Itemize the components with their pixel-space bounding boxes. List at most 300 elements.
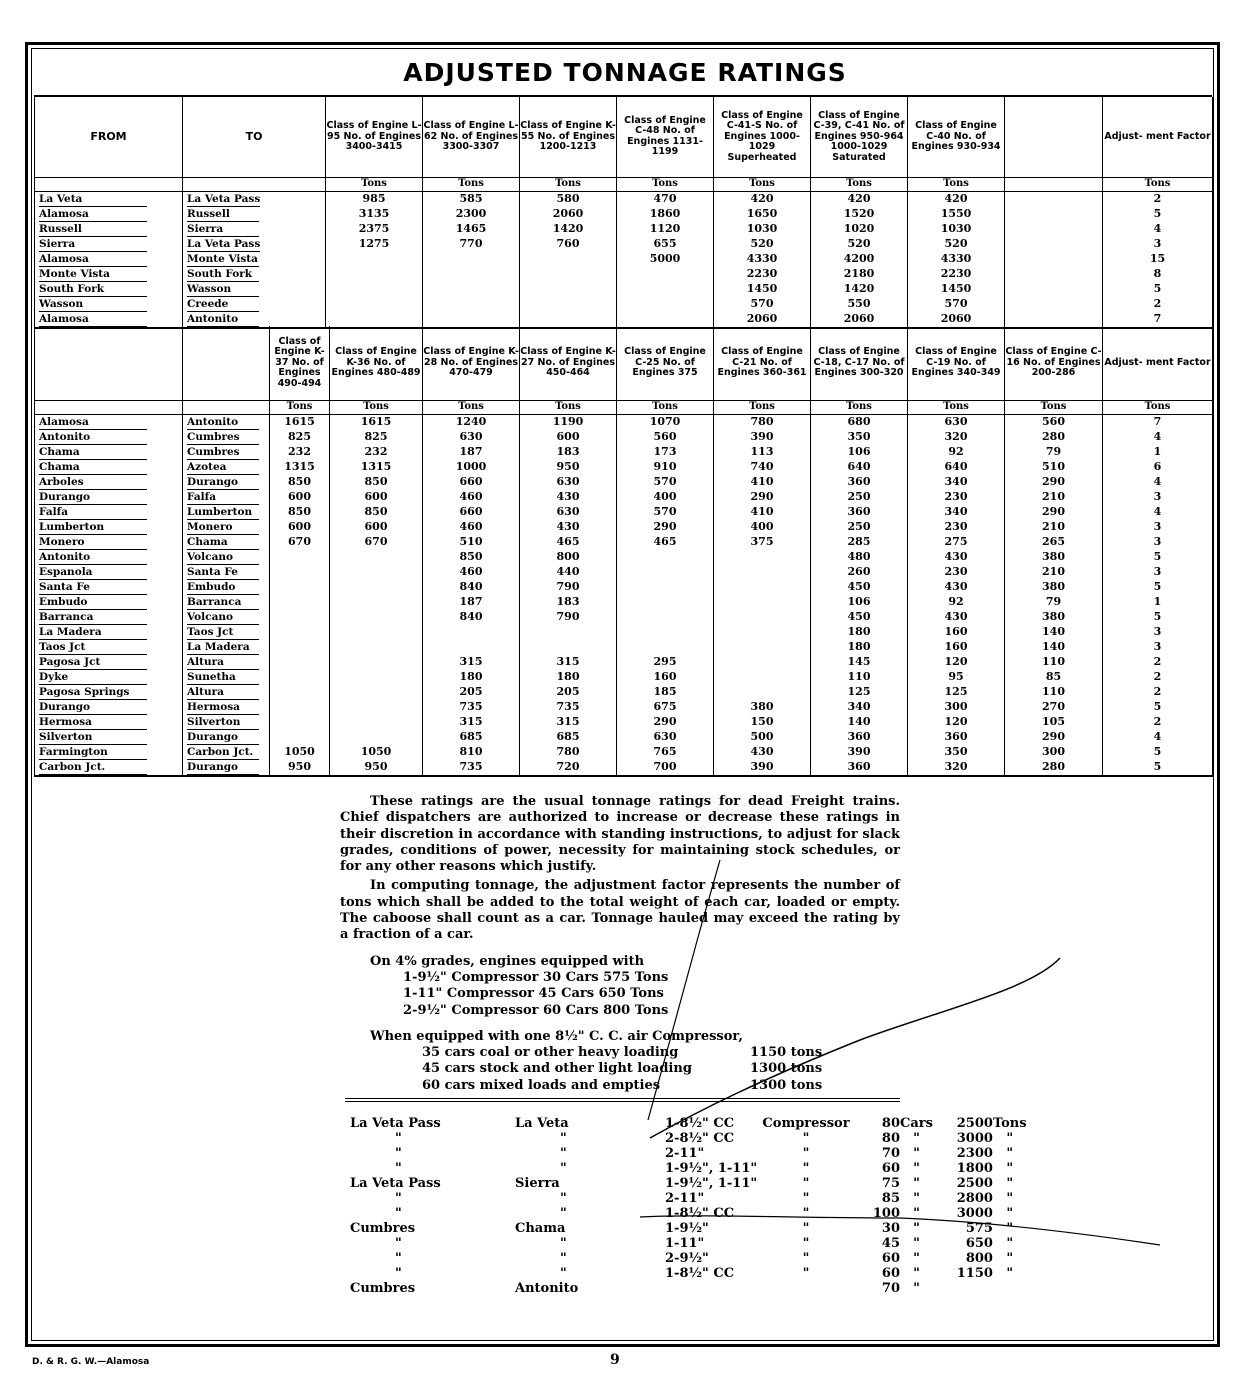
tonnage-value-text: 380 — [1042, 580, 1065, 593]
compressor-eq: 2-11" — [665, 1191, 705, 1206]
tonnage-value-text: 290 — [750, 490, 774, 503]
compressor-tons: 2300 — [956, 1146, 993, 1161]
tonnage-value-text: 290 — [653, 520, 677, 533]
compressor-cars: 60 — [881, 1266, 900, 1281]
tonnage-value-text: 450 — [847, 580, 871, 593]
tonnage-value-text: 290 — [1042, 475, 1065, 488]
engine-class-header: Class of Engine K-55 No. of Engines 1200-1213 — [520, 97, 617, 177]
tonnage-value-text: 360 — [944, 730, 968, 743]
compressor-eq: 1-9½", 1-11" — [665, 1176, 758, 1191]
from-header: FROM — [35, 97, 183, 177]
tonnage-value-text: 4330 — [746, 252, 778, 265]
to-station-text: Lumberton — [187, 505, 259, 520]
to-header: TO — [183, 97, 326, 177]
compressor-eq: 1-8½" CC — [665, 1206, 735, 1221]
from-station-text: Monero — [39, 535, 147, 550]
tonnage-value-text: 315 — [556, 715, 580, 728]
to-station-text: Barranca — [187, 595, 259, 610]
from-station-text: Lumberton — [39, 520, 147, 535]
tonnage-value-text: 400 — [653, 490, 677, 503]
tonnage-value-text: 780 — [556, 745, 580, 758]
to-station-text: La Veta Pass — [187, 192, 261, 205]
tons-unit-text: Tons — [555, 178, 581, 189]
tons-unit-text: Tons — [749, 178, 775, 189]
tonnage-value-text: 160 — [944, 640, 968, 653]
tonnage-value-text: 315 — [459, 715, 483, 728]
tonnage-value-text: 1030 — [746, 222, 778, 235]
to-station-text: Carbon Jct. — [187, 745, 259, 760]
tonnage-value-text: 765 — [653, 745, 677, 758]
cc-line: 60 cars mixed loads and empties 1300 tons — [422, 1077, 823, 1093]
tonnage-value-text: 3 — [1153, 535, 1162, 548]
tonnage-value-text: 430 — [556, 490, 580, 503]
tonnage-value-text: 480 — [847, 550, 871, 563]
to-station-text: Durango — [187, 730, 259, 745]
tonnage-value-text: 280 — [1042, 430, 1065, 443]
tonnage-value-text: 125 — [847, 685, 871, 698]
from-station-text: Monte Vista — [39, 267, 147, 282]
compressor-cars: 80 — [881, 1116, 900, 1131]
tonnage-value-text: 790 — [556, 580, 580, 593]
cc-heading: When equipped with one 8½" C. C. air Compressor, — [370, 1028, 743, 1044]
tonnage-value-text: 106 — [847, 445, 871, 458]
tonnage-value-text: 630 — [944, 415, 968, 428]
compressor-tons: 1800 — [956, 1161, 993, 1176]
to-station-text: Monero — [187, 520, 259, 535]
compressor-to: " — [560, 1131, 567, 1146]
tonnage-value-text: 5 — [1153, 550, 1162, 563]
to-station-text: Falfa — [187, 490, 259, 505]
from-station-text: La Veta — [39, 192, 147, 207]
compressor-from: " — [395, 1266, 402, 1281]
tonnage-value-text: 270 — [1042, 700, 1065, 713]
to-station-text: Durango — [187, 475, 259, 490]
compressor-to: " — [560, 1206, 567, 1221]
engine-class-header: Class of Engine C-40 No. of Engines 930-934 — [908, 97, 1005, 177]
tonnage-value-text: 670 — [288, 535, 311, 548]
tonnage-value-text: 105 — [1042, 715, 1065, 728]
adjustment-factor-header: Adjust- ment Factor — [1103, 326, 1213, 400]
compressor-q: " — [913, 1281, 920, 1296]
tonnage-value-text: 780 — [750, 415, 774, 428]
tonnage-value-text: 1615 — [284, 415, 315, 428]
compressor-to: " — [560, 1266, 567, 1281]
tonnage-value-text: 250 — [847, 520, 871, 533]
compressor-c: " — [802, 1236, 810, 1251]
tonnage-value-text: 600 — [364, 520, 388, 533]
tonnage-value-text: 400 — [750, 520, 774, 533]
compressor-c: " — [802, 1131, 810, 1146]
compressor-to: " — [560, 1146, 567, 1161]
tonnage-value-text: 600 — [364, 490, 388, 503]
from-station-text: Carbon Jct. — [39, 760, 147, 775]
tonnage-value-text: 520 — [944, 237, 968, 250]
tons-unit-text: Tons — [846, 178, 872, 189]
tonnage-value-text: 600 — [288, 490, 311, 503]
tonnage-value-text: 465 — [653, 535, 677, 548]
compressor-cars: 60 — [881, 1251, 900, 1266]
tonnage-value-text: 340 — [944, 505, 968, 518]
tonnage-value-text: 205 — [556, 685, 580, 698]
tonnage-value-text: 1860 — [649, 207, 681, 220]
tonnage-value-text: 320 — [944, 430, 968, 443]
compressor-from: " — [395, 1131, 402, 1146]
compressor-q: " — [913, 1236, 920, 1251]
tons-unit-text: Tons — [1040, 401, 1067, 412]
tonnage-value-text: 110 — [1042, 655, 1065, 668]
tonnage-value-text: 760 — [556, 237, 580, 250]
tonnage-value-text: 280 — [1042, 760, 1065, 773]
tonnage-value-text: 1465 — [455, 222, 487, 235]
tonnage-value-text: 420 — [847, 192, 871, 205]
grade-line: 1-9½" Compressor 30 Cars 575 Tons — [403, 969, 669, 985]
tonnage-value-text: 520 — [750, 237, 774, 250]
tonnage-value-text: 360 — [847, 505, 871, 518]
to-station-text: South Fork — [187, 267, 259, 282]
tonnage-value-text: 340 — [944, 475, 968, 488]
to-station-text: Cumbres — [187, 430, 259, 445]
compressor-eq: 2-8½" CC — [665, 1131, 735, 1146]
compressor-u: " — [1006, 1176, 1014, 1191]
tonnage-value-text: 3 — [1153, 490, 1162, 503]
tonnage-value-text: 1000 — [455, 460, 487, 473]
compressor-u: " — [1006, 1221, 1014, 1236]
to-station-text: Hermosa — [187, 700, 259, 715]
to-station-text: Altura — [187, 685, 259, 700]
tonnage-value-text: 380 — [1042, 550, 1065, 563]
tonnage-value-text: 560 — [653, 430, 677, 443]
compressor-q: " — [913, 1131, 920, 1146]
tonnage-value-text: 1070 — [649, 415, 681, 428]
to-station-text: Antonito — [187, 312, 259, 327]
tonnage-value-text: 440 — [556, 565, 580, 578]
compressor-cars: 70 — [881, 1146, 900, 1161]
tonnage-value-text: 580 — [556, 192, 580, 205]
tonnage-value-text: 840 — [459, 580, 483, 593]
compressor-tons: 1150 — [956, 1266, 993, 1281]
tonnage-value-text: 5 — [1153, 745, 1162, 758]
compressor-c: " — [802, 1206, 810, 1221]
tonnage-value-text: 160 — [653, 670, 677, 683]
tonnage-value-text: 300 — [944, 700, 968, 713]
tonnage-value-text: 1420 — [552, 222, 584, 235]
tonnage-value-text: 1520 — [843, 207, 875, 220]
tons-unit-text: Tons — [943, 401, 969, 412]
compressor-to: " — [560, 1191, 567, 1206]
compressor-u: " — [1006, 1236, 1014, 1251]
tonnage-value-text: 360 — [847, 760, 871, 773]
tonnage-value-text: 350 — [847, 430, 871, 443]
from-station-text: Pagosa Jct — [39, 655, 147, 670]
from-station-text: Alamosa — [39, 312, 147, 327]
to-station-text: Monte Vista — [187, 252, 258, 265]
engine-class-header: Class of Engine K-28 No. of Engines 470-479 — [423, 326, 520, 400]
tonnage-value-text: 630 — [556, 475, 580, 488]
tonnage-value-text: 5 — [1153, 760, 1162, 773]
tonnage-value-text: 375 — [750, 535, 774, 548]
tonnage-value-text: 285 — [847, 535, 871, 548]
from-station-text: Espanola — [39, 565, 147, 580]
compressor-tons: 2800 — [956, 1191, 993, 1206]
compressor-from: La Veta Pass — [350, 1116, 441, 1131]
from-station-text: Chama — [39, 445, 147, 460]
to-station-text: Embudo — [187, 580, 259, 595]
tons-unit-text: Tons — [286, 401, 313, 412]
to-station-text: Taos Jct — [187, 625, 259, 640]
compressor-cars: 30 — [881, 1221, 900, 1236]
tonnage-value-text: 630 — [556, 505, 580, 518]
tonnage-value-text: 173 — [653, 445, 677, 458]
tonnage-value-text: 4 — [1153, 730, 1162, 743]
from-station-text: Sierra — [39, 237, 147, 252]
compressor-u: Tons — [992, 1116, 1027, 1131]
compressor-u: " — [1006, 1191, 1014, 1206]
tonnage-value-text: 735 — [556, 700, 580, 713]
tonnage-value-text: 85 — [1045, 670, 1062, 683]
compressor-tons: 800 — [965, 1251, 993, 1266]
tonnage-value-text: 210 — [1042, 565, 1065, 578]
tonnage-value-text: 2 — [1153, 655, 1162, 668]
tonnage-value-text: 700 — [653, 760, 677, 773]
tonnage-value-text: 380 — [750, 700, 774, 713]
tonnage-value-text: 2375 — [358, 222, 390, 235]
tonnage-value-text: 210 — [1042, 520, 1065, 533]
tonnage-value-text: 79 — [1045, 445, 1062, 458]
from-station-text: Antonito — [39, 430, 147, 445]
tonnage-value-text: 160 — [944, 625, 968, 638]
compressor-q: " — [913, 1176, 920, 1191]
to-station-text: Sunetha — [187, 670, 259, 685]
tonnage-value-text: 850 — [288, 475, 311, 488]
tonnage-value-text: 850 — [459, 550, 483, 563]
compressor-c: " — [802, 1146, 810, 1161]
tonnage-value-text: 145 — [847, 655, 871, 668]
compressor-to: " — [560, 1161, 567, 1176]
compressor-from: " — [395, 1236, 402, 1251]
tonnage-value-text: 1650 — [746, 207, 778, 220]
tonnage-value-text: 825 — [364, 430, 388, 443]
tonnage-value-text: 230 — [944, 565, 968, 578]
tonnage-value-text: 1120 — [649, 222, 681, 235]
tonnage-value-text: 140 — [847, 715, 871, 728]
tonnage-value-text: 420 — [944, 192, 968, 205]
tonnage-value-text: 5 — [1153, 610, 1162, 623]
compressor-cars: 80 — [881, 1131, 900, 1146]
compressor-from: Cumbres — [350, 1281, 416, 1296]
tonnage-value-text: 360 — [847, 730, 871, 743]
tonnage-value-text: 232 — [364, 445, 388, 458]
tonnage-value-text: 5 — [1153, 282, 1162, 295]
compressor-eq: 1-11" — [665, 1236, 705, 1251]
tonnage-value-text: 250 — [847, 490, 871, 503]
tonnage-value-text: 430 — [944, 580, 968, 593]
engine-class-header: Class of Engine C-18, C-17 No. of Engines 300-320 — [811, 326, 908, 400]
to-station-text: Santa Fe — [187, 565, 259, 580]
tonnage-value-text: 430 — [944, 550, 968, 563]
tonnage-value-text: 125 — [944, 685, 968, 698]
to-station-text: Creede — [187, 297, 259, 312]
tonnage-value-text: 680 — [847, 415, 871, 428]
compressor-cars: 75 — [881, 1176, 900, 1191]
tonnage-value-text: 110 — [1042, 685, 1065, 698]
tons-unit-text: Tons — [361, 178, 387, 189]
compressor-q: Cars — [900, 1116, 933, 1131]
tonnage-value-text: 15 — [1149, 252, 1166, 265]
from-station-text: Pagosa Springs — [39, 685, 147, 700]
tonnage-value-text: 3 — [1153, 520, 1162, 533]
tonnage-value-text: 660 — [459, 505, 483, 518]
tonnage-value-text: 7 — [1153, 312, 1162, 325]
to-station-text: Azotea — [187, 460, 259, 475]
engine-class-header: Class of Engine C-21 No. of Engines 360-361 — [714, 326, 811, 400]
tonnage-value-text: 4 — [1153, 222, 1162, 235]
to-station-text: Altura — [187, 655, 259, 670]
tonnage-value-text: 675 — [653, 700, 677, 713]
compressor-from: " — [395, 1191, 402, 1206]
compressor-to: Sierra — [515, 1176, 560, 1191]
tonnage-value-text: 1 — [1153, 595, 1162, 608]
compressor-tons: 575 — [965, 1221, 993, 1236]
from-station-text: Alamosa — [39, 207, 147, 222]
compressor-cars: 85 — [881, 1191, 900, 1206]
tonnage-value-text: 1450 — [940, 282, 972, 295]
compressor-eq: 1-9½", 1-11" — [665, 1161, 758, 1176]
tonnage-value-text: 3 — [1153, 640, 1162, 653]
tonnage-value-text: 950 — [556, 460, 580, 473]
tonnage-value-text: 320 — [944, 760, 968, 773]
compressor-q: " — [913, 1191, 920, 1206]
tonnage-value-text: 950 — [288, 760, 311, 773]
engine-class-header: Class of Engine C-48 No. of Engines 1131-1199 — [617, 97, 714, 177]
compressor-from: " — [395, 1161, 402, 1176]
footer-railroad: D. & R. G. W.—Alamosa — [32, 1357, 150, 1367]
tons-unit-text: Tons — [652, 401, 678, 412]
tonnage-value-text: 470 — [653, 192, 677, 205]
from-station-text: Falfa — [39, 505, 147, 520]
to-station-text: Russell — [187, 207, 259, 222]
tonnage-value-text: 570 — [653, 505, 677, 518]
compressor-u: " — [1006, 1266, 1014, 1281]
compressor-c: Compressor — [762, 1116, 850, 1131]
tonnage-value-text: 360 — [847, 475, 871, 488]
tonnage-value-text: 585 — [459, 192, 483, 205]
tonnage-value-text: 185 — [653, 685, 677, 698]
tonnage-value-text: 430 — [750, 745, 774, 758]
compressor-u: " — [1006, 1146, 1014, 1161]
tonnage-value-text: 265 — [1042, 535, 1065, 548]
tonnage-value-text: 290 — [1042, 505, 1065, 518]
compressor-tons: 3000 — [956, 1131, 993, 1146]
engine-class-header: Class of Engine C-25 No. of Engines 375 — [617, 326, 714, 400]
tonnage-value-text: 465 — [556, 535, 580, 548]
tonnage-value-text: 410 — [750, 475, 774, 488]
tonnage-value-text: 670 — [364, 535, 388, 548]
tonnage-value-text: 95 — [948, 670, 964, 683]
tons-unit-text: Tons — [1144, 178, 1171, 189]
tonnage-value-text: 685 — [459, 730, 483, 743]
tons-unit-text: Tons — [943, 178, 969, 189]
tonnage-value-text: 510 — [459, 535, 483, 548]
tonnage-value-text: 825 — [288, 430, 311, 443]
from-station-text: Alamosa — [39, 415, 147, 430]
tonnage-value-text: 410 — [750, 505, 774, 518]
tonnage-value-text: 1315 — [360, 460, 392, 473]
compressor-to: " — [560, 1236, 567, 1251]
from-station-text: Wasson — [39, 297, 147, 312]
tonnage-value-text: 2300 — [455, 207, 487, 220]
tonnage-value-text: 110 — [847, 670, 871, 683]
tonnage-value-text: 1450 — [746, 282, 778, 295]
to-station-text: La Madera — [187, 640, 259, 655]
tonnage-value-text: 1050 — [284, 745, 315, 758]
tonnage-value-text: 3 — [1153, 565, 1162, 578]
tonnage-value-text: 230 — [944, 490, 968, 503]
tonnage-value-text: 3135 — [358, 207, 390, 220]
tonnage-value-text: 985 — [362, 192, 386, 205]
tonnage-value-text: 2230 — [940, 267, 972, 280]
from-station-text: Durango — [39, 700, 147, 715]
tonnage-value-text: 1550 — [940, 207, 972, 220]
tonnage-value-text: 720 — [556, 760, 580, 773]
compressor-c: " — [802, 1221, 810, 1236]
grade-line: 2-9½" Compressor 60 Cars 800 Tons — [403, 1002, 669, 1018]
tonnage-value-text: 850 — [288, 505, 311, 518]
tonnage-value-text: 6 — [1153, 460, 1162, 473]
tonnage-value-text: 205 — [459, 685, 483, 698]
from-station-text: Antonito — [39, 550, 147, 565]
tonnage-value-text: 4 — [1153, 430, 1162, 443]
tonnage-value-text: 850 — [364, 505, 388, 518]
tonnage-value-text: 600 — [288, 520, 311, 533]
tonnage-value-text: 4 — [1153, 475, 1162, 488]
from-station-text: Arboles — [39, 475, 147, 490]
compressor-c: " — [802, 1176, 810, 1191]
compressor-eq: 1-8½" CC — [665, 1266, 735, 1281]
tonnage-value-text: 92 — [948, 595, 964, 608]
tonnage-value-text: 187 — [459, 595, 483, 608]
tonnage-value-text: 735 — [459, 700, 483, 713]
tonnage-value-text: 2 — [1153, 297, 1162, 310]
to-station-text: Wasson — [187, 282, 259, 297]
tonnage-value-text: 2 — [1153, 685, 1162, 698]
to-station-text: Sierra — [187, 222, 259, 237]
tonnage-value-text: 1275 — [358, 237, 390, 250]
compressor-tons: 3000 — [956, 1206, 993, 1221]
tonnage-value-text: 2060 — [940, 312, 972, 325]
engine-class-header: Class of Engine K-37 No. of Engines 490-494 — [270, 326, 330, 400]
tonnage-value-text: 290 — [653, 715, 677, 728]
page-number: 9 — [610, 1352, 620, 1368]
tonnage-value-text: 630 — [653, 730, 677, 743]
tonnage-value-text: 640 — [847, 460, 871, 473]
compressor-cars: 60 — [881, 1161, 900, 1176]
engine-class-header: Class of Engine C-41-S No. of Engines 1000-1029 Superheated — [714, 97, 811, 177]
compressor-to: " — [560, 1251, 567, 1266]
tonnage-value-text: 106 — [847, 595, 871, 608]
tons-unit-text: Tons — [555, 401, 581, 412]
engine-class-header: Class of Engine C-39, C-41 No. of Engines 950-964 1000-1029 Saturated — [811, 97, 908, 177]
tonnage-value-text: 2230 — [746, 267, 778, 280]
tonnage-value-text: 1615 — [360, 415, 392, 428]
tonnage-value-text: 1420 — [843, 282, 875, 295]
tonnage-value-text: 800 — [556, 550, 580, 563]
note-paragraph: These ratings are the usual tonnage ratings for dead Freight trains. Chief dispatchers are authorized to increase or decrease these ratings in their discretion in accordance with standing instructions, to adjust for slack grades, conditions of power, necessity for maintaining stock schedules, or for any other reasons which justify. — [340, 794, 900, 875]
tonnage-value-text: 340 — [847, 700, 871, 713]
compressor-q: " — [913, 1161, 920, 1176]
compressor-tons: 650 — [965, 1236, 993, 1251]
compressor-u: " — [1006, 1161, 1014, 1176]
tonnage-value-text: 350 — [944, 745, 968, 758]
